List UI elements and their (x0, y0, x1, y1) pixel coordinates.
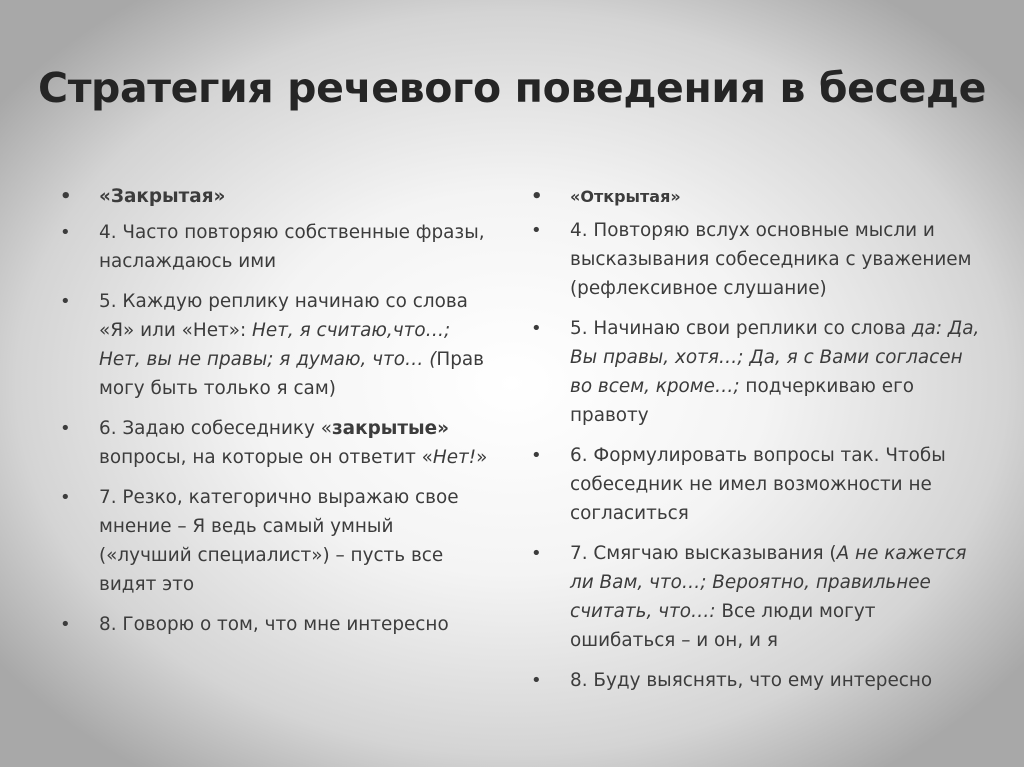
closed-item-5-text: 5. Каждую реплику начинаю со слова «Я» или «Нет»: (99, 291, 468, 341)
closed-item-6-bold: закрытые» (332, 418, 450, 439)
open-item-5 (531, 314, 981, 430)
open-item-8: • 8. Буду выяснять, что ему интересно (531, 666, 981, 695)
closed-item-6-example: Нет! (432, 447, 477, 468)
open-item-7-text: 7. Смягчаю высказывания ( (570, 543, 837, 564)
open-strategy-heading: • «Открытая» (531, 182, 981, 211)
closed-strategy-list (60, 182, 490, 650)
closed-item-6-tail: » (476, 447, 488, 468)
closed-item-5-tail: Прав могу быть только я сам) (99, 349, 484, 399)
open-item-5-example: да: Да, Вы правы, хотя…; Да, я с Вами согласен во всем, кроме…; (570, 318, 980, 397)
closed-item-8: • 8. Говорю о том, что мне интересно (60, 610, 490, 639)
open-item-7-tail: Все люди могут ошибаться – и он, и я (570, 601, 876, 651)
open-item-7 (531, 539, 981, 655)
open-item-7-example: А не кажется ли Вам, что…; Вероятно, правильнее считать, что…: (570, 543, 967, 622)
closed-item-6-mid: вопросы, на которые он ответит « (99, 447, 433, 468)
open-item-6: • 6. Формулировать вопросы так. Чтобы собеседник не имел возможности не согласиться (531, 441, 981, 528)
closed-item-7: • 7. Резко, категорично выражаю свое мнение – Я ведь самый умный («лучший специалист») – пусть все видят это (60, 483, 490, 599)
closed-item-5 (60, 287, 490, 403)
open-strategy-list (531, 182, 981, 706)
slide-title: Стратегия речевого поведения в беседе (38, 64, 986, 112)
open-item-4: • 4. Повторяю вслух основные мысли и высказывания собеседника с уважением (рефлексивное слушание) (531, 216, 981, 303)
open-item-5-tail: подчеркиваю его правоту (570, 376, 914, 426)
closed-item-6-text: 6. Задаю собеседнику « (99, 418, 332, 439)
open-item-5-text: 5. Начинаю свои реплики со слова (570, 318, 912, 339)
closed-strategy-heading: • «Закрытая» (60, 182, 490, 211)
closed-item-6 (60, 414, 490, 472)
closed-item-5-example: Нет, я считаю,что…; Нет, вы не правы; я думаю, что… ( (99, 320, 451, 370)
closed-item-4: • 4. Часто повторяю собственные фразы, наслаждаюсь ими (60, 218, 490, 276)
